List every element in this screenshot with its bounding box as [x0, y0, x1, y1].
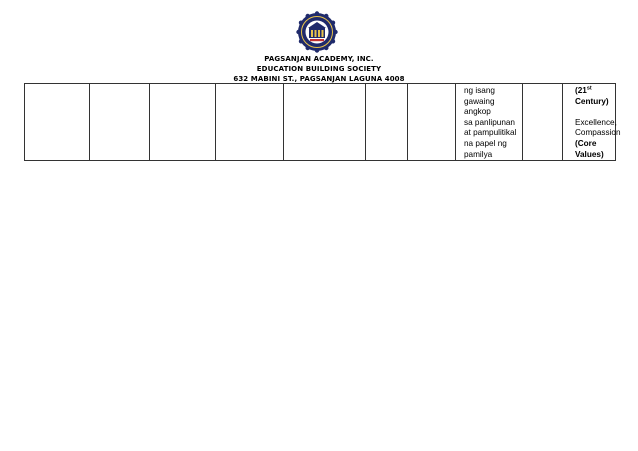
table-cell	[90, 84, 150, 161]
activity-cell	[456, 84, 523, 161]
table-cell	[366, 84, 408, 161]
activity-line: ng isang	[464, 86, 495, 95]
school-name: PAGSANJAN ACADEMY, INC.	[264, 55, 374, 63]
activity-line: at pampulitikal	[464, 128, 517, 138]
value-compassion: Compassion	[575, 128, 621, 138]
table-cell	[216, 84, 284, 161]
table-cell	[25, 84, 90, 161]
table-row	[25, 84, 616, 161]
table-cell	[523, 84, 563, 161]
lesson-plan-table	[24, 83, 621, 161]
century-skills-label: (21st Century)	[575, 85, 609, 106]
core-values-label: (Core Values)	[575, 138, 604, 159]
society-name: EDUCATION BUILDING SOCIETY	[256, 65, 382, 73]
table-cell	[408, 84, 456, 161]
values-cell	[563, 84, 621, 161]
activity-line: sa panlipunan	[464, 117, 515, 127]
activity-line: gawaing	[464, 96, 495, 106]
school-seal-icon	[296, 11, 338, 53]
table-cell	[284, 84, 366, 161]
value-excellence: Excellence,	[575, 117, 617, 127]
activity-line: pamilya	[464, 149, 493, 159]
table-cell	[150, 84, 216, 161]
activity-line: na papel ng	[464, 138, 507, 148]
activity-line: angkop	[464, 107, 491, 117]
school-address: 632 MABINI ST., PAGSANJAN LAGUNA 4008	[233, 75, 405, 83]
